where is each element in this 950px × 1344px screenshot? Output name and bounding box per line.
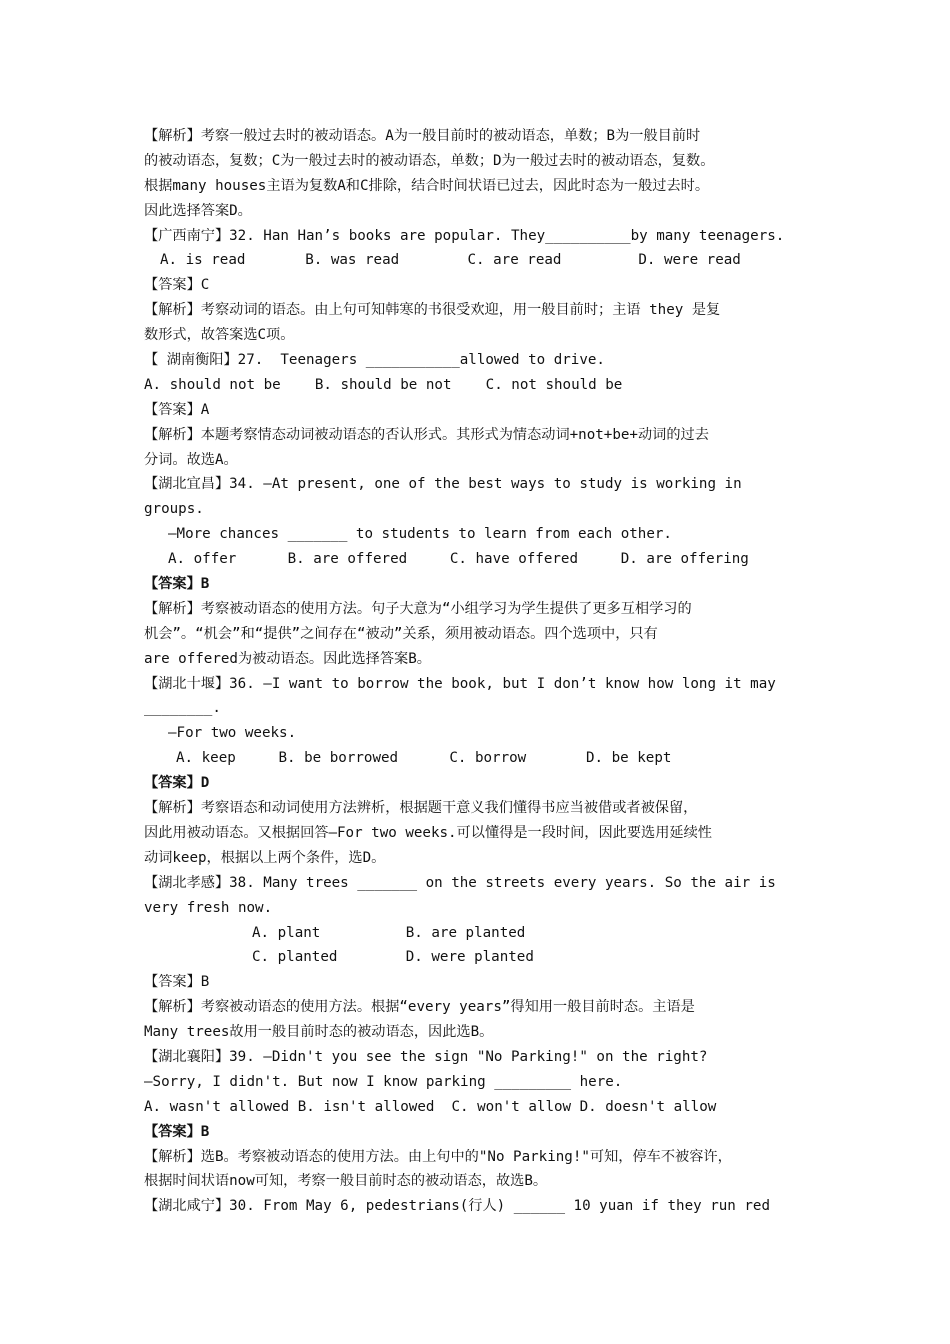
text-line: 【答案】B xyxy=(144,974,210,991)
text-line: 【解析】考察一般过去时的被动语态。A为一般目前时的被动语态，单数；B为一般目前时 xyxy=(144,128,701,144)
text-line: 的被动语态，复数；C为一般过去时的被动语态，单数；D为一般过去时的被动语态，复数。 xyxy=(144,152,715,169)
text-line: —Sorry, I didn't. But now I know parking _________ here. xyxy=(144,1073,623,1090)
text-line: A. keep B. be borrowed C. borrow D. be kept xyxy=(176,750,672,767)
text-line: 根据many houses主语为复数A和C排除，结合时间状语已过去，因此时态为一般过去时。 xyxy=(144,177,710,194)
text-line: 【解析】考察被动语态的使用方法。句子大意为“小组学习为学生提供了更多互相学习的 xyxy=(144,600,692,617)
text-line: are offered为被动语态。因此选择答案B。 xyxy=(144,650,431,667)
text-line: 【答案】C xyxy=(144,277,210,294)
text-line: 【答案】D xyxy=(144,775,210,792)
text-line: A. is read B. was read C. are read D. were read xyxy=(160,252,741,269)
text-line: 根据时间状语now可知，考察一般目前时态的被动语态，故选B。 xyxy=(144,1173,548,1190)
text-line: 【湖北咸宁】30. From May 6, pedestrians(行人) ______ 10 yuan if they run red xyxy=(144,1198,770,1215)
text-line: 【答案】B xyxy=(144,576,210,593)
text-line: 【湖北十堰】36. —I want to borrow the book, but I don’t know how long it may xyxy=(144,675,776,692)
text-line: 【解析】考察语态和动词使用方法辨析，根据题干意义我们懂得书应当被借或者被保留， xyxy=(144,800,698,817)
document-body xyxy=(144,124,819,1219)
text-line: 【解析】考察动词的语态。由上句可知韩寒的书很受欢迎，用一般目前时；主语 they 是复 xyxy=(144,302,721,319)
text-line: 机会”。“机会”和“提供”之间存在“被动”关系，须用被动语态。四个选项中，只有 xyxy=(144,625,658,642)
text-line: A. wasn't allowed B. isn't allowed C. won't allow D. doesn't allow xyxy=(144,1098,717,1115)
text-line: groups. xyxy=(144,501,204,518)
text-line: 【答案】A xyxy=(144,401,210,418)
text-line: 【答案】B xyxy=(144,1123,210,1140)
text-line: —More chances _______ to students to learn from each other. xyxy=(168,526,672,543)
text-line: —For two weeks. xyxy=(168,725,297,742)
text-line: Many trees故用一般目前时态的被动语态，因此选B。 xyxy=(144,1024,494,1041)
text-line: 【湖北宜昌】34. —At present, one of the best ways to study is working in xyxy=(144,476,742,493)
text-line: 【解析】本题考察情态动词被动语态的否认形式。其形式为情态动词+not+be+动词的过去 xyxy=(144,426,709,443)
text-line: very fresh now. xyxy=(144,899,273,916)
text-line: A. plant B. are planted xyxy=(252,924,526,941)
text-line: 【解析】选B。考察被动语态的使用方法。由上句中的"No Parking!"可知，停车不被容许， xyxy=(144,1148,732,1165)
text-line: C. planted D. were planted xyxy=(252,949,534,966)
text-line: 【湖北孝感】38. Many trees _______ on the streets every years. So the air is xyxy=(144,874,776,891)
text-line: 因此选择答案D。 xyxy=(144,202,252,219)
text-line: A. should not be B. should be not C. not should be xyxy=(144,376,623,393)
text-line: ________. xyxy=(144,700,221,717)
text-line: 动词keep，根据以上两个条件，选D。 xyxy=(144,849,386,866)
text-line: A. offer B. are offered C. have offered D. are offering xyxy=(168,551,749,568)
text-line: 分词。故选A。 xyxy=(144,451,238,468)
text-line: 【 湖南衡阳】27. Teenagers ___________allowed to drive. xyxy=(144,352,605,369)
text-line: 【广西南宁】32. Han Han’s books are popular. They__________by many teenagers. xyxy=(144,227,785,244)
text-line: 【湖北襄阳】39. —Didn't you see the sign "No Parking!" on the right? xyxy=(144,1048,708,1065)
text-line: 数形式，故答案选C项。 xyxy=(144,327,295,344)
text-line: 【解析】考察被动语态的使用方法。根据“every years”得知用一般目前时态。主语是 xyxy=(144,999,695,1016)
text-line: 因此用被动语态。又根据回答—For two weeks.可以懂得是一段时间，因此要选用延续性 xyxy=(144,824,712,841)
